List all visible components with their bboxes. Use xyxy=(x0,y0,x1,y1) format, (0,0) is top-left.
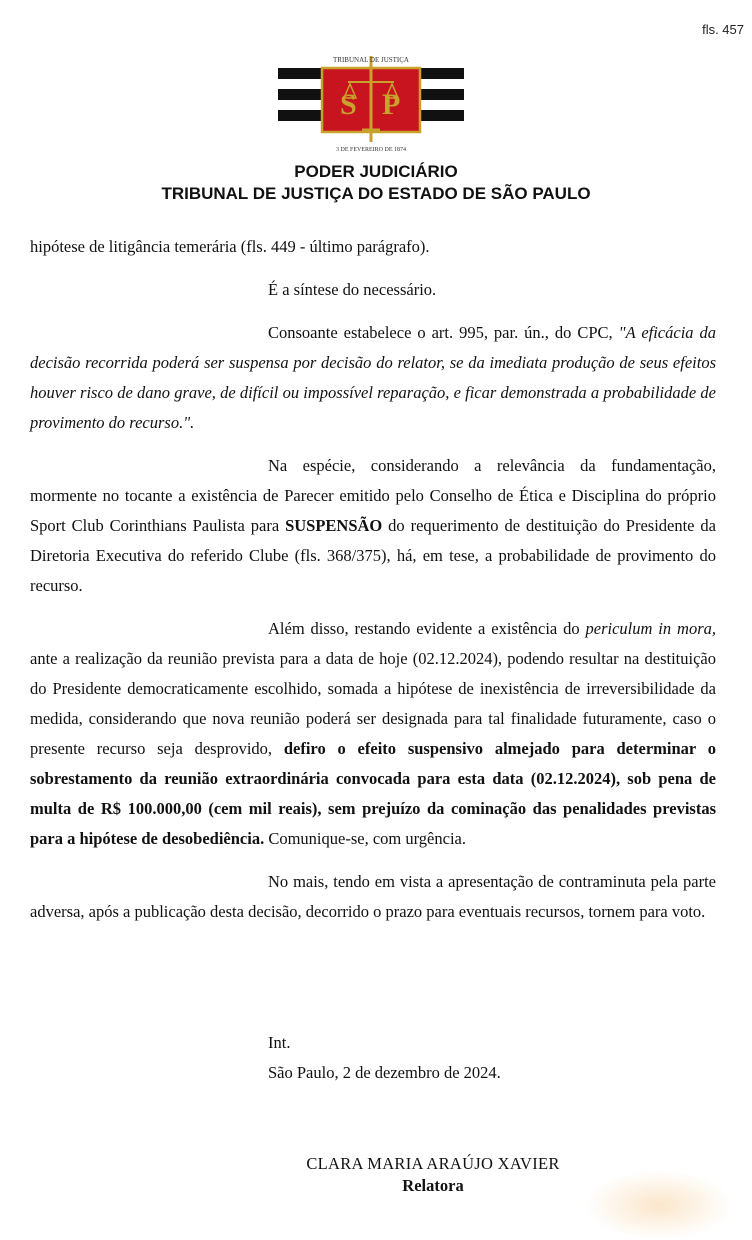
paragraph-1: hipótese de litigância temerária (fls. 449 - último parágrafo). xyxy=(30,237,430,256)
signatory-role: Relatora xyxy=(402,1176,464,1195)
paragraph-3-text: Consoante estabelece o art. 995, par. ún., do CPC, xyxy=(268,323,619,342)
header-line-2: TRIBUNAL DE JUSTIÇA DO ESTADO DE SÃO PAULO xyxy=(161,184,591,203)
paragraph-4-bold: SUSPENSÃO xyxy=(285,516,383,535)
emblem-top-text: TRIBUNAL DE JUSTIÇA xyxy=(333,56,409,64)
closing-int: Int. xyxy=(268,1033,291,1052)
paragraph-4 xyxy=(30,451,716,601)
paper-stain xyxy=(584,1170,734,1240)
closing-place-date: São Paulo, 2 de dezembro de 2024. xyxy=(268,1063,501,1082)
emblem-date-text: 3 DE FEVEREIRO DE 1874 xyxy=(336,147,406,153)
paragraph-3-quote: "A eficácia da decisão recorrida poderá ser suspensa por decisão do relator, se da imediata produção de seus efeitos houver risco de dano grave, de difícil ou impossível reparação, e ficar demonstrada a probabilidade de provimento do recurso.". xyxy=(30,323,717,432)
court-emblem xyxy=(278,52,464,154)
paragraph-4-text-b: do requerimento de destituição do Presidente da Diretoria Executiva do referido Clube (fls. 368/375), há, em tese, a probabilidade de provimento do recurso. xyxy=(30,516,716,595)
paragraph-3 xyxy=(30,318,716,438)
paragraph-5 xyxy=(30,614,716,854)
header-line-1: PODER JUDICIÁRIO xyxy=(294,162,458,181)
paragraph-5-italic: periculum in mora, xyxy=(585,619,716,638)
signatory-name: CLARA MARIA ARAÚJO XAVIER xyxy=(306,1154,560,1173)
paragraph-5-text-b: ante a realização da reunião prevista para a data de hoje (02.12.2024), podendo resultar na destituição do Presidente democraticamente escolhido, somada a hipótese de inexistência de irreversibilidade da medida, considerando que nova reunião poderá ser designada para tal finalidade futuramente, caso o presente recurso seja desprovido, xyxy=(30,649,716,758)
emblem-letter-s: S xyxy=(340,88,357,121)
closing-block xyxy=(268,1028,501,1088)
paragraph-2: É a síntese do necessário. xyxy=(268,280,437,299)
emblem-letter-p: P xyxy=(382,88,401,121)
paragraph-4-text-a: Na espécie, considerando a relevância da fundamentação, mormente no tocante a existência de Parecer emitido pelo Conselho de Ética e Disciplina do próprio Sport Club Corinthians Paulista para xyxy=(30,456,716,535)
decision-body xyxy=(30,232,716,940)
page-reference: fls. 457 xyxy=(702,22,744,37)
paragraph-5-text-c: Comunique-se, com urgência. xyxy=(264,829,466,848)
paragraph-6: No mais, tendo em vista a apresentação de contraminuta pela parte adversa, após a publicação desta decisão, decorrido o prazo para eventuais recursos, tornem para voto. xyxy=(30,872,716,921)
paragraph-5-bold: defiro o efeito suspensivo almejado para determinar o sobrestamento da reunião extraordinária convocada para esta data (02.12.2024), sob pena de multa de R$ 100.000,00 (cem mil reais), sem prejuízo da cominação das penalidades previstas para a hipótese de desobediência. xyxy=(30,739,716,848)
paragraph-5-text-a: Além disso, restando evidente a existência do xyxy=(268,619,586,638)
